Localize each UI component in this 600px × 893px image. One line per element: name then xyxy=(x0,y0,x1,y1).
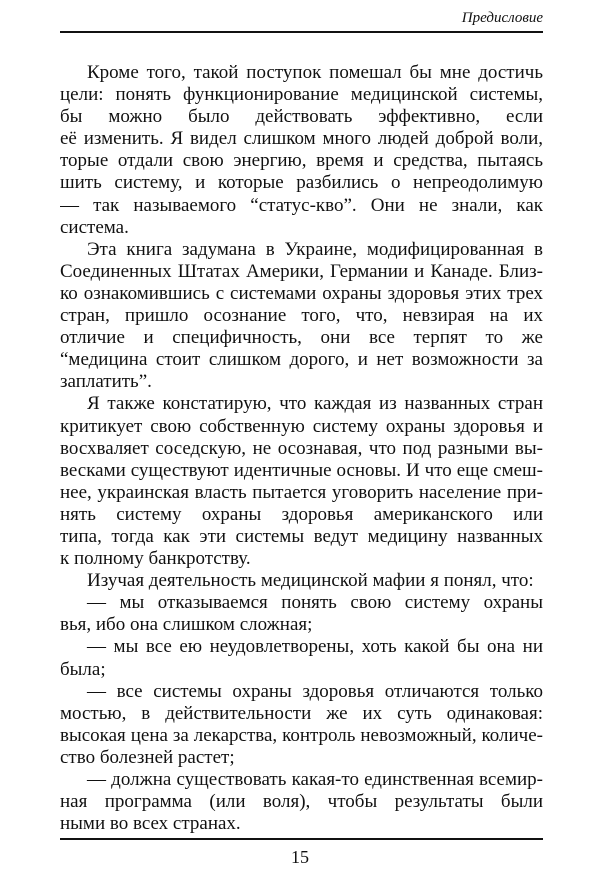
text-line: нее, украинская власть пытается уговорить население при- xyxy=(60,481,543,503)
text-line: — должна существовать какая-то единственная всемир- xyxy=(87,769,543,790)
text-line: отличие и специфичность, они все терпят то же xyxy=(60,327,543,349)
paragraph xyxy=(60,769,543,835)
running-header: Предисловие xyxy=(461,10,543,26)
paragraph xyxy=(60,681,543,769)
text-line: цели: понять функционирование медицинской системы, xyxy=(60,84,543,106)
text-line: Я также констатирую, что каждая из названных стран xyxy=(87,393,543,415)
paragraph xyxy=(60,570,543,592)
text-line: — так называемого “статус-кво”. Они не знали, как xyxy=(60,194,543,216)
text-line: ная программа (или воля), чтобы результаты были xyxy=(60,791,543,813)
text-line: торые отдали свою энергию, время и средства, пытаясь xyxy=(60,150,543,172)
text-line: к полному банкротству. xyxy=(60,548,251,570)
text-line: ными во всех странах. xyxy=(60,813,241,835)
text-line: нять систему охраны здоровья американского или xyxy=(60,503,543,525)
text-line: — мы все ею неудовлетворены, хоть какой бы она ни xyxy=(87,636,543,658)
text-line: — все системы охраны здоровья отличаются только xyxy=(87,680,543,702)
text-line: высокая цена за лекарства, контроль невозможный, количе- xyxy=(60,724,543,746)
page-body xyxy=(60,62,543,835)
text-line: критикует свою собственную систему охраны здоровья и xyxy=(60,415,543,437)
text-line: весками существуют идентичные основы. И что еще смеш- xyxy=(60,459,543,481)
text-line: стран, пришло осознание того, что, невзирая на их xyxy=(60,305,543,327)
text-line: ко ознакомившись с системами охраны здоровья этих трех xyxy=(60,282,543,304)
text-line: заплатить”. xyxy=(60,371,152,393)
text-line: Кроме того, такой поступок помешал бы мне достичь xyxy=(87,62,543,83)
footer-rule xyxy=(60,838,543,840)
text-line: — мы отказываемся понять свою систему охраны xyxy=(87,592,543,614)
paragraph xyxy=(60,393,543,570)
text-line: “медицина стоит слишком дорого, и нет возможности за xyxy=(60,349,543,371)
text-line: шить систему, и которые разбились о непреодолимую xyxy=(60,172,543,194)
text-line: вья, ибо она слишком сложная; xyxy=(60,614,313,636)
text-line: бы можно было действовать эффективно, если xyxy=(60,106,543,128)
text-line: её изменить. Я видел слишком много людей доброй воли, xyxy=(60,128,543,150)
text-line: Изучая деятельность медицинской мафии я понял, что: xyxy=(87,570,534,592)
text-line: Соединенных Штатах Америки, Германии и Канаде. Близ- xyxy=(60,260,543,282)
header-rule xyxy=(60,31,543,33)
paragraph xyxy=(60,239,543,394)
text-line: была; xyxy=(60,658,106,680)
paragraph xyxy=(60,62,543,239)
text-line: восхваляет соседскую, не осознавая, что под разными вы- xyxy=(60,437,543,459)
paragraph xyxy=(60,636,543,680)
text-line: мостью, в действительности же их суть одинаковая: xyxy=(60,702,543,724)
text-line: Эта книга задумана в Украине, модифицированная в xyxy=(87,238,543,260)
page-number: 15 xyxy=(291,847,309,867)
text-line: ство болезней растет; xyxy=(60,746,235,768)
text-line: типа, тогда как эти системы ведут медицину названных xyxy=(60,525,543,547)
paragraph xyxy=(60,592,543,636)
text-line: система. xyxy=(60,216,129,238)
